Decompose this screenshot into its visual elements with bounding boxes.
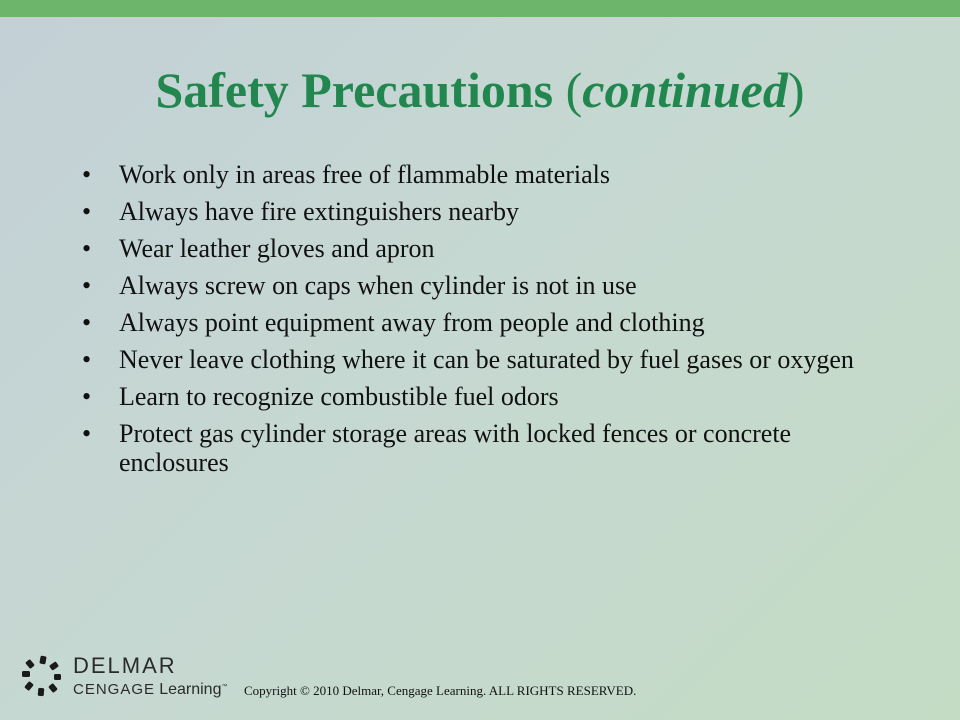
copyright-notice: Copyright © 2010 Delmar, Cengage Learning. ALL RIGHTS RESERVED. bbox=[244, 683, 637, 698]
bullet-item bbox=[82, 271, 862, 300]
bullet-icon: • bbox=[82, 382, 92, 411]
bullet-item bbox=[82, 197, 862, 226]
bullet-item bbox=[82, 308, 862, 337]
brand-delmar: DELMAR bbox=[73, 653, 177, 678]
bullet-icon: • bbox=[82, 197, 92, 226]
bullet-item bbox=[82, 382, 862, 411]
bullet-list bbox=[82, 160, 862, 485]
bullet-text: Learn to recognize combustible fuel odors bbox=[119, 382, 559, 411]
title-paren-close: ) bbox=[787, 62, 805, 118]
delmar-cengage-logo bbox=[20, 654, 240, 700]
title-paren-open: ( bbox=[565, 62, 583, 118]
bullet-text: Work only in areas free of flammable materials bbox=[119, 160, 610, 189]
bullet-text: Always point equipment away from people and clothing bbox=[119, 308, 705, 337]
brand-tm: ™ bbox=[221, 684, 228, 690]
brand-cengage: CENGAGE bbox=[73, 681, 156, 698]
bullet-item bbox=[82, 345, 862, 374]
slide-title bbox=[0, 58, 960, 122]
bullet-text: Always have fire extinguishers nearby bbox=[119, 197, 519, 226]
slide-title-main: Safety Precautions bbox=[155, 62, 554, 118]
bullet-item bbox=[82, 234, 862, 263]
bullet-icon: • bbox=[82, 160, 92, 189]
bullet-item bbox=[82, 419, 862, 477]
brand-cengage-learning bbox=[73, 678, 227, 699]
bullet-text: Wear leather gloves and apron bbox=[119, 234, 435, 263]
bullet-icon: • bbox=[82, 308, 92, 337]
bullet-icon: • bbox=[82, 345, 92, 374]
bullet-text: Always screw on caps when cylinder is not in use bbox=[119, 271, 637, 300]
cengage-starburst-icon bbox=[20, 654, 68, 700]
top-accent-bar bbox=[0, 0, 960, 17]
slide-title-continued: continued bbox=[582, 62, 788, 118]
bullet-icon: • bbox=[82, 234, 92, 263]
bullet-icon: • bbox=[82, 271, 92, 300]
brand-learning: Learning bbox=[159, 681, 222, 698]
bullet-text: Never leave clothing where it can be saturated by fuel gases or oxygen bbox=[119, 345, 854, 374]
bullet-item bbox=[82, 160, 862, 189]
bullet-text: Protect gas cylinder storage areas with locked fences or concrete enclosures bbox=[119, 419, 792, 477]
bullet-icon: • bbox=[82, 419, 92, 448]
